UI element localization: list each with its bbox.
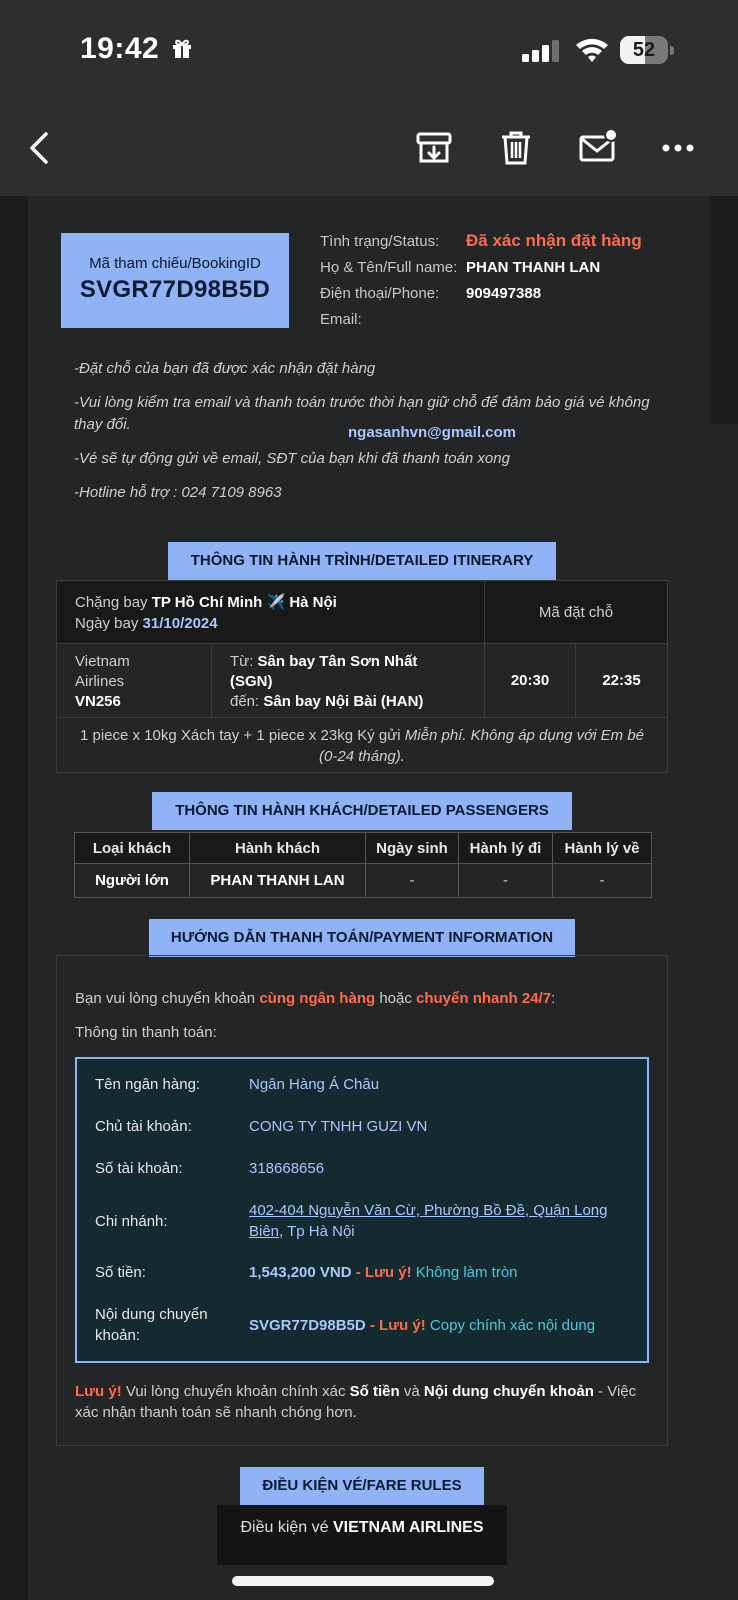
branch-city: , Tp Hà Nội	[279, 1223, 355, 1240]
passengers-title: THÔNG TIN HÀNH KHÁCH/DETAILED PASSENGERS	[152, 792, 572, 830]
airline-cell	[57, 644, 212, 717]
itinerary-title: THÔNG TIN HÀNH TRÌNH/DETAILED ITINERARY	[168, 542, 556, 580]
from-airport: Sân bay Tân Sơn Nhất	[257, 653, 418, 670]
chevron-left-icon[interactable]	[20, 128, 60, 168]
status-value: Đã xác nhận đặt hàng	[466, 231, 642, 250]
flight-number: VN256	[75, 693, 121, 710]
booking-id-box	[61, 233, 289, 328]
content-row	[95, 1304, 635, 1346]
passengers-table	[74, 832, 652, 898]
from-code: (SGN)	[230, 673, 273, 690]
baggage-note: Miễn phí. Không áp dụng với Em bé (0-24 tháng).	[319, 727, 645, 765]
airline-name-bold: VIETNAM AIRLINES	[332, 1519, 484, 1536]
account-row	[95, 1158, 635, 1179]
booking-notes	[74, 358, 674, 516]
phone-label: Điện thoại/Phone:	[320, 284, 440, 302]
account-value[interactable]: 318668656	[249, 1160, 325, 1177]
amount-value[interactable]: 1,543,200 VND	[249, 1264, 352, 1281]
col-header: Hành khách	[190, 833, 366, 863]
depart-time: 20:30	[485, 644, 576, 717]
warning-text: - Lưu ý!	[355, 1264, 412, 1281]
email-value[interactable]: ngasanhvn@gmail.com	[348, 424, 738, 1600]
payment-subtitle: Thông tin thanh toán:	[75, 1024, 217, 1041]
pnr-label: Mã đặt chỗ	[485, 581, 667, 643]
itinerary-table	[56, 580, 668, 773]
email-label: Email:	[320, 310, 362, 328]
route-to: Hà Nội	[289, 594, 337, 611]
table-cell: -	[366, 864, 459, 897]
table-cell: -	[459, 864, 553, 897]
bank-name-row	[95, 1074, 635, 1095]
baggage-info	[57, 718, 667, 772]
fast-transfer-highlight: chuyển nhanh 24/7	[416, 990, 552, 1007]
table-cell: -	[599, 872, 605, 889]
bank-details-box	[75, 1057, 649, 1363]
payment-section	[56, 955, 668, 1446]
cellular-signal-icon	[522, 40, 562, 62]
booking-id-label: Mã tham chiếu/BookingID	[89, 255, 261, 272]
name-value: PHAN THANH LAN	[466, 258, 601, 276]
home-indicator[interactable]	[232, 1576, 494, 1586]
baggage-text: 1 piece x 10kg Xách tay + 1 piece x 23kg Ký gửi	[79, 727, 401, 744]
col-header: Hành lý đi	[459, 833, 553, 863]
warning-text: Lưu ý!	[75, 1383, 122, 1400]
battery-percent: 52	[632, 39, 656, 61]
date-label: Ngày bay	[75, 615, 139, 632]
payment-intro: Bạn vui lòng chuyển khoản cùng ngân hàng hoặc chuyển nhanh 24/7:	[75, 990, 556, 1007]
mail-unread-icon[interactable]	[578, 128, 618, 168]
amount-tip: Không làm tròn	[415, 1264, 518, 1281]
airplane-icon: ✈️	[266, 594, 286, 611]
col-header: Ngày sinh	[366, 833, 459, 863]
fare-rules-subtitle: Điều kiện vé VIETNAM AIRLINES	[217, 1505, 507, 1565]
phone-row	[320, 280, 642, 306]
amount-row	[95, 1262, 635, 1283]
airline-name-2: Airlines	[75, 673, 125, 690]
more-icon[interactable]	[658, 128, 698, 168]
status-time: 19:42	[80, 32, 160, 65]
amount-label: Số tiền:	[95, 1264, 146, 1281]
table-cell: Người lớn	[75, 864, 190, 897]
airline-name: Vietnam	[75, 653, 130, 670]
wifi-icon	[574, 36, 610, 64]
note-item: -Vui lòng kiểm tra email và thanh toán trước thời hạn giữ chỗ để đảm bảo giá vé không thay đổi.	[74, 394, 650, 433]
transfer-content-value[interactable]: SVGR77D98B5D	[249, 1316, 366, 1334]
phone-value[interactable]: 909497388	[466, 284, 542, 302]
to-airport: Sân bay Nội Bài (HAN)	[263, 693, 424, 710]
holder-value: CONG TY TNHH GUZI VN	[249, 1118, 428, 1135]
content-label: Nội dung chuyển khoản:	[95, 1306, 208, 1344]
payment-footnote: Lưu ý! Vui lòng chuyển khoản chính xác Số tiền và Nội dung chuyển khoản - Việc xác nhận thanh toán sẽ nhanh chóng hơn.	[75, 1383, 637, 1421]
battery-indicator	[620, 36, 674, 64]
to-label: đến:	[230, 693, 260, 710]
name-row	[320, 254, 642, 280]
note-item: -Vé sẽ tự động gửi về email, SĐT của bạn khi đã thanh toán xong	[74, 450, 510, 467]
booking-id-code: SVGR77D98B5D	[79, 276, 271, 303]
status-label: Tình trạng/Status:	[320, 232, 440, 250]
branch-address-link[interactable]: 402-404 Nguyễn Văn Cừ, Phường Bồ Đề, Quận Long Biên	[249, 1202, 608, 1240]
archive-icon[interactable]	[414, 128, 454, 168]
holder-label: Chủ tài khoản:	[95, 1118, 192, 1135]
route-from: TP Hồ Chí Minh	[151, 594, 263, 611]
branch-row	[95, 1200, 635, 1242]
payment-title: HƯỚNG DẪN THANH TOÁN/PAYMENT INFORMATION	[149, 919, 575, 957]
top-bar	[0, 0, 738, 196]
table-row	[75, 863, 651, 897]
arrive-time: 22:35	[602, 672, 641, 689]
note-item: -Đặt chỗ của bạn đã được xác nhận đặt hàng	[74, 360, 376, 377]
bank-name-value: Ngân Hàng Á Châu	[249, 1076, 380, 1093]
account-label: Số tài khoản:	[95, 1160, 183, 1177]
status-row	[320, 228, 642, 254]
branch-label: Chi nhánh:	[95, 1212, 168, 1230]
col-header: Hành lý về	[564, 839, 640, 857]
note-item: -Hotline hỗ trợ : 024 7109 8963	[74, 484, 282, 501]
warning-text: - Lưu ý!	[369, 1316, 426, 1334]
route-label: Chặng bay	[75, 594, 148, 611]
table-cell: PHAN THANH LAN	[190, 864, 366, 897]
bank-name-label: Tên ngân hàng:	[95, 1076, 201, 1093]
content-tip: Copy chính xác nội dung	[429, 1316, 596, 1334]
email-body	[28, 196, 710, 1600]
flight-date: 31/10/2024	[142, 615, 218, 632]
holder-row	[95, 1116, 635, 1137]
table-header	[75, 833, 651, 863]
fare-rules-title: ĐIỀU KIỆN VÉ/FARE RULES	[240, 1467, 484, 1505]
trash-icon[interactable]	[496, 128, 536, 168]
route-cell	[57, 581, 485, 643]
from-label: Từ:	[230, 653, 254, 670]
col-header: Loại khách	[75, 833, 190, 863]
same-bank-highlight: cùng ngân hàng	[259, 990, 376, 1007]
name-label: Họ & Tên/Full name:	[320, 258, 458, 276]
airport-cell	[212, 644, 485, 717]
gift-icon	[170, 36, 194, 60]
